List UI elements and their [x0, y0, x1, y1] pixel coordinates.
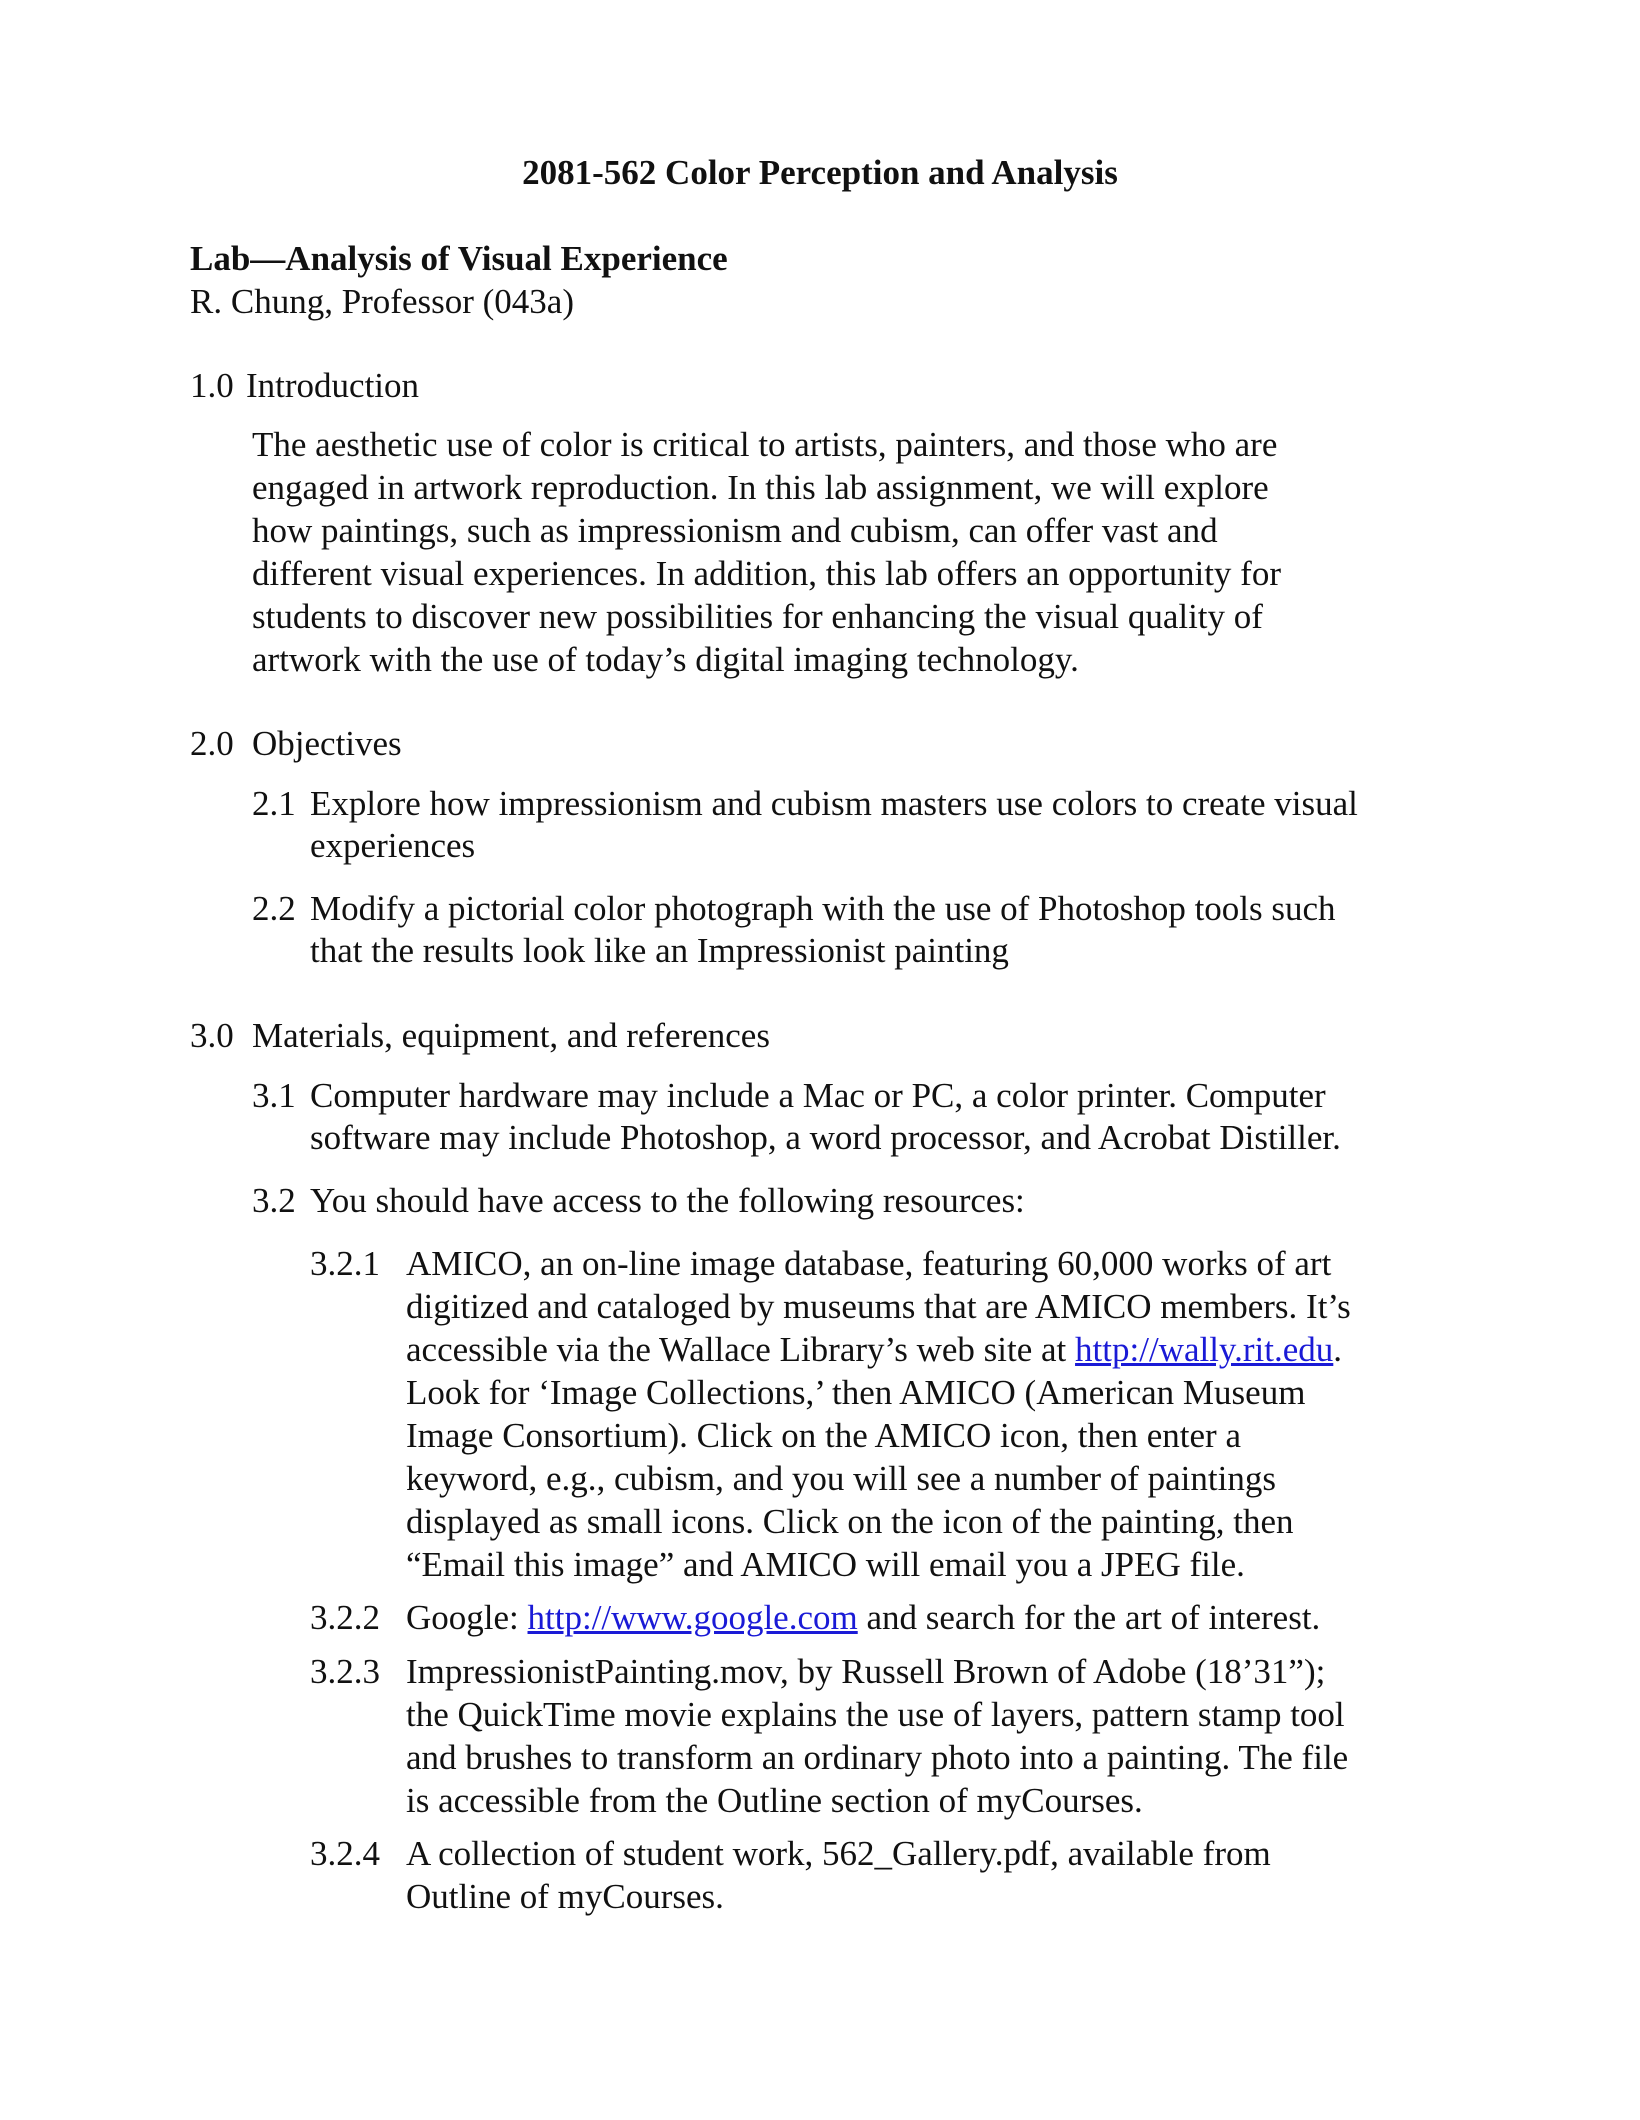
item-number: 3.2 — [252, 1181, 296, 1220]
item-text-with-link — [406, 1597, 1320, 1639]
item-text: AMICO, an on-line image database, featuring 60,000 works of art — [406, 1244, 1332, 1283]
author-line: R. Chung, Professor (043a) — [190, 282, 574, 321]
lab-title: Lab—Analysis of Visual Experience — [190, 239, 728, 278]
item-text: Explore how impressionism and cubism masters use colors to create visual — [310, 784, 1358, 823]
section-heading-text: Materials, equipment, and references — [252, 1016, 770, 1055]
item-text: the QuickTime movie explains the use of layers, pattern stamp tool — [406, 1695, 1345, 1734]
intro-line: engaged in artwork reproduction. In this lab assignment, we will explore — [252, 468, 1269, 507]
item-text: “Email this image” and AMICO will email you a JPEG file. — [406, 1545, 1245, 1584]
section-number: 2.0 — [190, 724, 234, 763]
section-heading-text: Introduction — [246, 366, 420, 405]
item-text: Modify a pictorial color photograph with the use of Photoshop tools such — [310, 889, 1336, 928]
item-number: 3.2.1 — [310, 1244, 380, 1283]
item-text: Outline of myCourses. — [406, 1877, 724, 1916]
item-text: software may include Photoshop, a word processor, and Acrobat Distiller. — [310, 1118, 1341, 1157]
item-number: 3.2.4 — [310, 1834, 380, 1873]
wally-library-link[interactable]: http://wally.rit.edu — [1075, 1330, 1334, 1369]
item-text: . — [1333, 1330, 1343, 1369]
item-text: experiences — [310, 826, 476, 865]
intro-line: how paintings, such as impressionism and cubism, can offer vast and — [252, 511, 1218, 550]
section-heading-text: Objectives — [252, 724, 402, 763]
item-text: You should have access to the following resources: — [310, 1181, 1025, 1220]
item-text: accessible via the Wallace Library’s web site at — [406, 1330, 1076, 1369]
section-number: 3.0 — [190, 1016, 234, 1055]
item-number: 3.2.2 — [310, 1598, 380, 1637]
item-number: 3.1 — [252, 1076, 296, 1115]
item-number: 3.2.3 — [310, 1652, 380, 1691]
item-text: Image Consortium). Click on the AMICO icon, then enter a — [406, 1416, 1241, 1455]
item-number: 2.1 — [252, 784, 296, 823]
item-text: keyword, e.g., cubism, and you will see a number of paintings — [406, 1459, 1276, 1498]
item-text: is accessible from the Outline section of myCourses. — [406, 1781, 1143, 1820]
google-link[interactable]: http://www.google.com — [527, 1598, 858, 1637]
item-text: Computer hardware may include a Mac or PC, a color printer. Computer — [310, 1076, 1326, 1115]
intro-line: different visual experiences. In addition, this lab offers an opportunity for — [252, 554, 1281, 593]
document-title: 2081-562 Color Perception and Analysis — [522, 153, 1118, 192]
item-text: and search for the art of interest. — [857, 1598, 1321, 1637]
item-text: A collection of student work, 562_Gallery.pdf, available from — [406, 1834, 1271, 1873]
item-text: that the results look like an Impressionist painting — [310, 931, 1009, 970]
intro-line: The aesthetic use of color is critical to artists, painters, and those who are — [252, 425, 1278, 464]
item-text: Google: — [406, 1598, 528, 1637]
item-text: Look for ‘Image Collections,’ then AMICO (American Museum — [406, 1373, 1306, 1412]
item-text: ImpressionistPainting.mov, by Russell Brown of Adobe (18’31”); — [406, 1652, 1326, 1691]
item-text: digitized and cataloged by museums that are AMICO members. It’s — [406, 1287, 1351, 1326]
intro-line: students to discover new possibilities for enhancing the visual quality of — [252, 597, 1263, 636]
intro-line: artwork with the use of today’s digital imaging technology. — [252, 640, 1079, 679]
item-number: 2.2 — [252, 889, 296, 928]
item-text: and brushes to transform an ordinary photo into a painting. The file — [406, 1738, 1349, 1777]
item-text: displayed as small icons. Click on the icon of the painting, then — [406, 1502, 1294, 1541]
item-text-with-link — [406, 1329, 1342, 1371]
section-number: 1.0 — [190, 366, 234, 405]
